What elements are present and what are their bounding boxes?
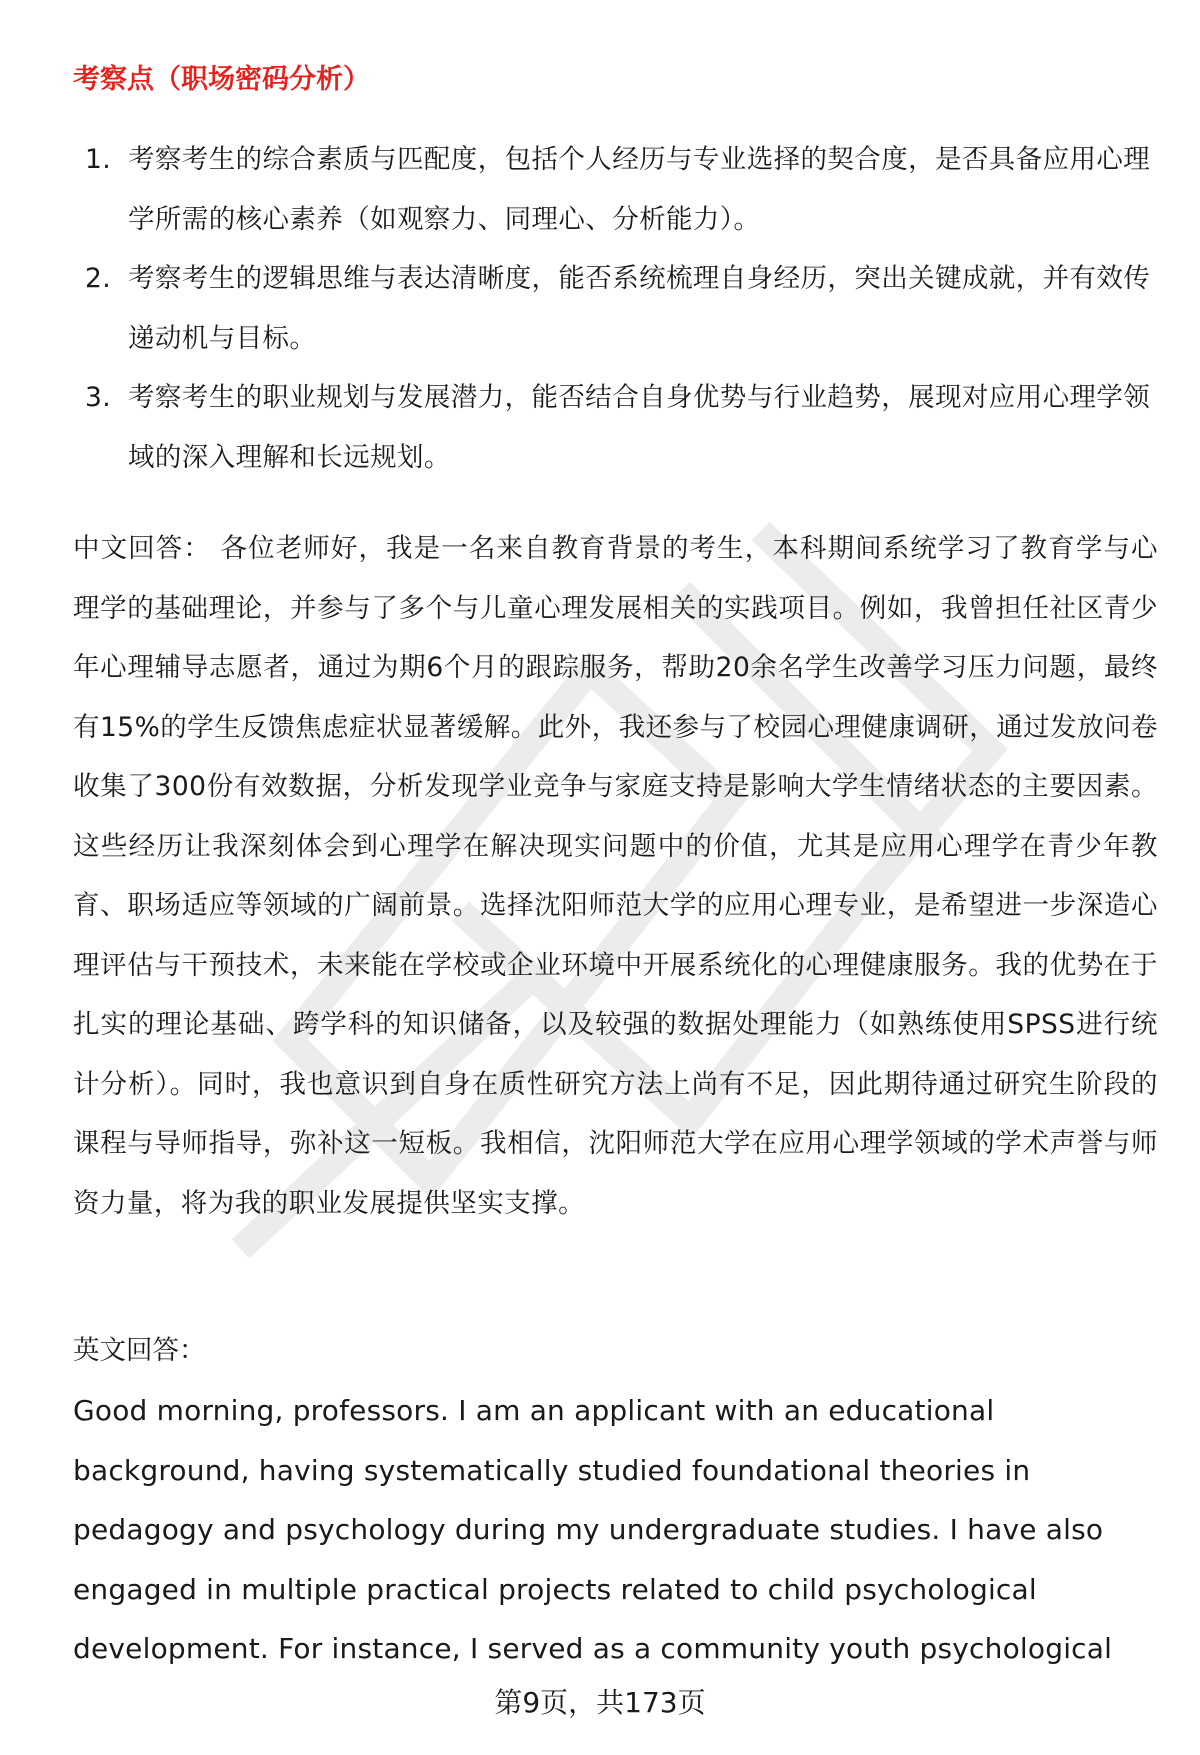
- section-title: 考察点（职场密码分析）: [73, 64, 370, 95]
- english-answer-label: 英文回答：: [73, 1335, 206, 1366]
- list-item-text: 考察考生的综合素质与匹配度，包括个人经历与专业选择的契合度，是否具备应用心理学所需的核心素养（如观察力、同理心、分析能力）。: [128, 144, 1151, 235]
- list-item: [73, 130, 1153, 249]
- chinese-answer-paragraph: 中文回答： 各位老师好，我是一名来自教育背景的考生，本科期间系统学习了教育学与心理学的基础理论，并参与了多个与儿童心理发展相关的实践项目。例如，我曾担任社区青少年心理辅导志愿者，通过为期6个月的跟踪服务，帮助20余名学生改善学习压力问题，最终有15%的学生反馈焦虑症状显著缓解。此外，我还参与了校园心理健康调研，通过发放问卷收集了300份有效数据，分析发现学业竞争与家庭支持是影响大学生情绪状态的主要因素。这些经历让我深刻体会到心理学在解决现实问题中的价值，尤其是应用心理学在青少年教育、职场适应等领域的广阔前景。选择沈阳师范大学的应用心理专业，是希望进一步深造心理评估与干预技术，未来能在学校或企业环境中开展系统化的心理健康服务。我的优势在于扎实的理论基础、跨学科的知识储备，以及较强的数据处理能力（如熟练使用SPSS进行统计分析）。同时，我也意识到自身在质性研究方法上尚有不足，因此期待通过研究生阶段的课程与导师指导，弥补这一短板。我相信，沈阳师范大学在应用心理学领域的学术声誉与师资力量，将为我的职业发展提供坚实支撑。: [73, 533, 1158, 1219]
- list-item-number: 2.: [85, 263, 112, 294]
- assessment-points-list: [73, 130, 1153, 487]
- page-number-footer: 第9页，共173页: [494, 1686, 706, 1719]
- list-item: [73, 249, 1153, 368]
- list-item-number: 1.: [85, 144, 112, 175]
- english-answer-paragraph: Good morning, professors. I am an applicant with an educational background, having systematically studied foundational theories in pedagogy and psychology during my undergraduate studies. I have also engaged in multiple practical projects related to child psychological development. For instance, I served as a community youth psychological: [73, 1394, 1113, 1666]
- list-item: [73, 368, 1153, 487]
- list-item-text: 考察考生的职业规划与发展潜力，能否结合自身优势与行业趋势，展现对应用心理学领域的深入理解和长远规划。: [128, 382, 1151, 473]
- list-item-text: 考察考生的逻辑思维与表达清晰度，能否系统梳理自身经历，突出关键成就，并有效传递动机与目标。: [128, 263, 1151, 354]
- list-item-number: 3.: [85, 382, 112, 413]
